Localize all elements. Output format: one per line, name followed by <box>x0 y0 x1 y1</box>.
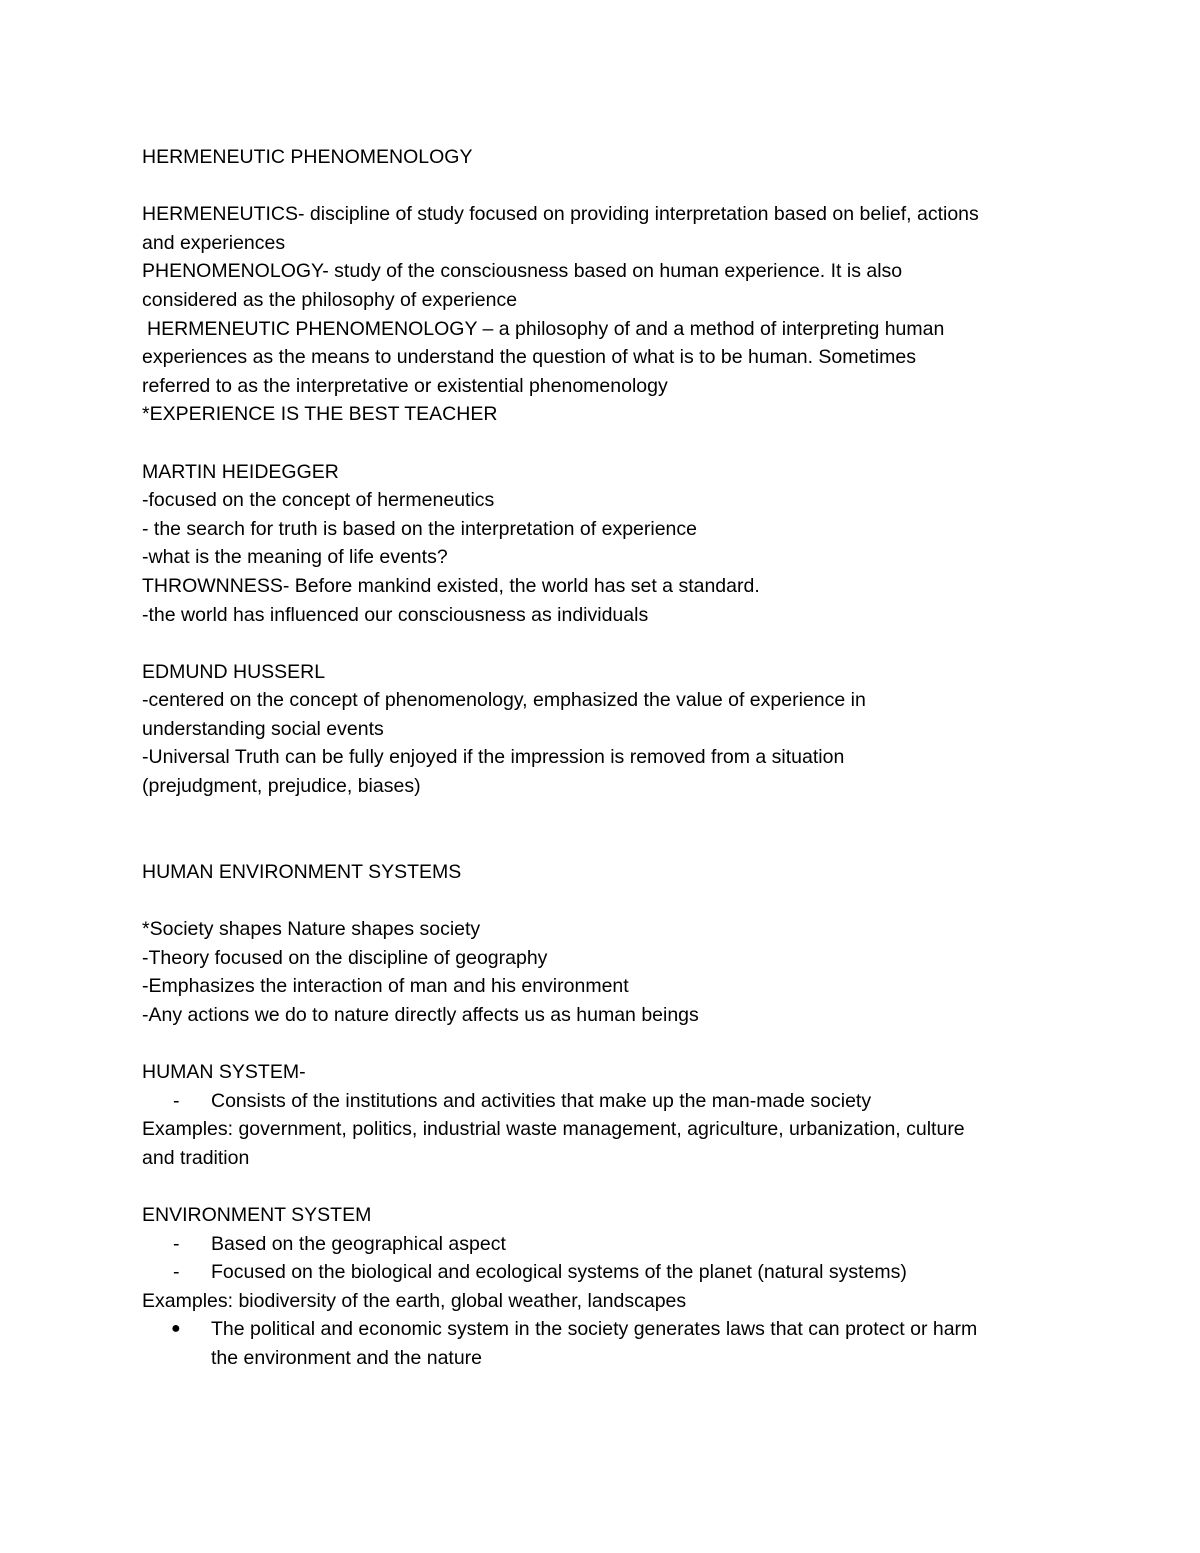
dash-marker: - <box>173 1089 180 1112</box>
definition-hermeneutics-line2: and experiences <box>142 231 286 254</box>
definition-phenomenology-line1: PHENOMENOLOGY- study of the consciousness based on human experience. It is also <box>142 260 903 283</box>
human-system-list-item <box>142 1087 1077 1116</box>
human-system-list-text: Consists of the institutions and activities that make up the man-made society <box>211 1089 872 1112</box>
bullet-text-line2: the environment and the nature <box>211 1346 483 1369</box>
dash-marker: - <box>173 1232 180 1255</box>
section-heading-human-environment-systems: HUMAN ENVIRONMENT SYSTEMS <box>142 860 462 883</box>
human-system-examples-line2: and tradition <box>142 1146 250 1169</box>
section-heading-environment-system: ENVIRONMENT SYSTEM <box>142 1203 372 1226</box>
husserl-point-2-line2: (prejudgment, prejudice, biases) <box>142 775 421 798</box>
definition-hermeneutic-phenomenology-line3: referred to as the interpretative or existential phenomenology <box>142 374 668 397</box>
bullet-text-line1: The political and economic system in the society generates laws that can protect or harm <box>211 1318 978 1341</box>
environment-system-list-text-1: Based on the geographical aspect <box>211 1232 506 1255</box>
environment-system-list-item-1 <box>142 1230 1077 1259</box>
environment-system-list-item-2 <box>142 1258 1077 1287</box>
dash-marker: - <box>173 1261 180 1284</box>
bullet-icon: ● <box>171 1320 181 1338</box>
document-page <box>142 143 1077 1373</box>
husserl-point-2-line1: -Universal Truth can be fully enjoyed if the impression is removed from a situation <box>142 746 845 769</box>
heidegger-point-1: -focused on the concept of hermeneutics <box>142 489 495 512</box>
definition-hermeneutic-phenomenology-line2: experiences as the means to understand the question of what is to be human. Sometimes <box>142 346 916 369</box>
heidegger-point-4: -the world has influenced our consciousness as individuals <box>142 603 649 626</box>
hes-point-3: -Any actions we do to nature directly affects us as human beings <box>142 1003 699 1026</box>
bullet-list-item <box>142 1315 1077 1372</box>
bullet-list-text <box>211 1315 1077 1372</box>
environment-system-examples: Examples: biodiversity of the earth, global weather, landscapes <box>142 1289 687 1312</box>
husserl-point-1-line1: -centered on the concept of phenomenology, emphasized the value of experience in <box>142 689 866 712</box>
definition-hermeneutic-phenomenology-line1: HERMENEUTIC PHENOMENOLOGY – a philosophy of and a method of interpreting human <box>147 317 945 340</box>
section-heading-human-system: HUMAN SYSTEM- <box>142 1061 306 1083</box>
heidegger-point-2: - the search for truth is based on the interpretation of experience <box>142 517 697 540</box>
hes-point-1: -Theory focused on the discipline of geography <box>142 946 548 969</box>
human-system-examples-line1: Examples: government, politics, industrial waste management, agriculture, urbanization, culture <box>142 1118 965 1141</box>
note-experience-teacher: *EXPERIENCE IS THE BEST TEACHER <box>142 403 498 426</box>
hes-point-2: -Emphasizes the interaction of man and his environment <box>142 975 629 998</box>
section-heading-edmund-husserl: EDMUND HUSSERL <box>142 660 326 683</box>
heidegger-point-3: -what is the meaning of life events? <box>142 546 448 569</box>
environment-system-list-text-2: Focused on the biological and ecological systems of the planet (natural systems) <box>211 1261 907 1284</box>
definition-phenomenology-line2: considered as the philosophy of experience <box>142 288 518 311</box>
hes-note-society-nature: *Society shapes Nature shapes society <box>142 918 481 941</box>
section-heading-hermeneutic-phenomenology: HERMENEUTIC PHENOMENOLOGY <box>142 146 473 168</box>
section-heading-martin-heidegger: MARTIN HEIDEGGER <box>142 460 339 483</box>
definition-hermeneutics-line1: HERMENEUTICS- discipline of study focused on providing interpretation based on belief, actions <box>142 203 979 226</box>
heidegger-thrownness: THROWNNESS- Before mankind existed, the world has set a standard. <box>142 574 760 597</box>
husserl-point-1-line2: understanding social events <box>142 717 384 740</box>
